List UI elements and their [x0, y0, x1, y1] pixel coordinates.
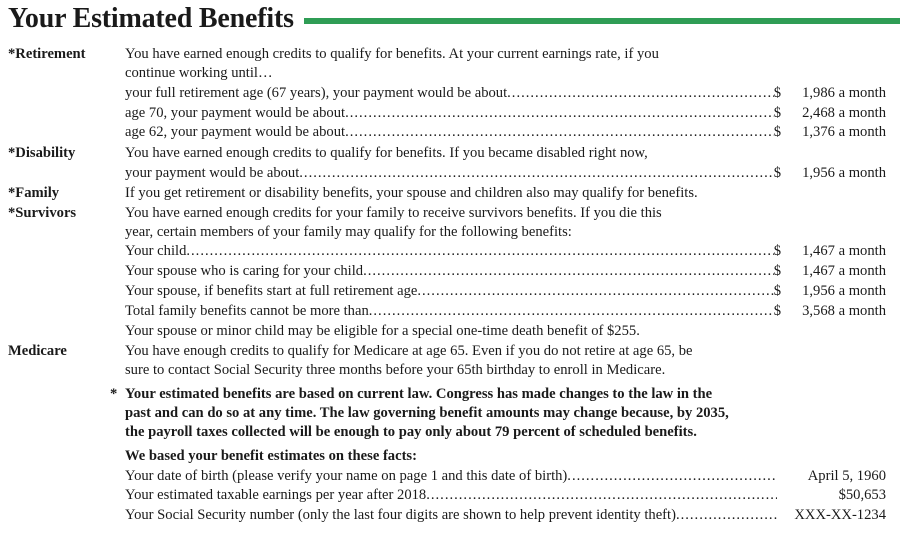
fact-ssn-text: Your Social Security number (only the last four digits are shown to help prevent identity theft) [125, 507, 676, 523]
law-note-row-3 [0, 422, 908, 442]
survivors-child-text: Your child [125, 243, 187, 259]
section-header [8, 0, 900, 38]
survivors-child-amount: 1,467 a month [802, 243, 886, 259]
retirement-age62-amount: 1,376 a month [802, 124, 886, 140]
fact-dob-text: Your date of birth (please verify your name on page 1 and this date of birth) [125, 468, 568, 484]
medicare-row-2 [0, 360, 908, 380]
retirement-intro-row-2 [0, 63, 908, 83]
currency-symbol: $ [773, 85, 781, 101]
dot-leader [186, 241, 773, 261]
dot-leader [345, 103, 774, 123]
family-row [0, 183, 908, 203]
fact-ssn-row [0, 505, 908, 525]
retirement-intro-1: You have earned enough credits to qualify for benefits. At your current earnings rate, if you [125, 46, 659, 62]
medicare-label: Medicare [8, 343, 67, 359]
dot-leader [676, 505, 777, 525]
dot-leader [369, 301, 774, 321]
retirement-age70-text: age 70, your payment would be about [125, 105, 346, 121]
survivors-total-text: Total family benefits cannot be more than [125, 303, 369, 319]
disability-intro-row [0, 143, 908, 163]
survivors-intro-1: You have earned enough credits for your family to receive survivors benefits. If you die this [125, 205, 662, 221]
family-text: If you get retirement or disability benefits, your spouse and children also may qualify for benefits. [125, 185, 698, 201]
facts-heading-row [0, 446, 908, 466]
law-note-row-2 [0, 403, 908, 423]
survivors-label: *Survivors [8, 205, 77, 221]
retirement-intro-row [0, 44, 908, 64]
survivors-spouse-caring-amount: 1,467 a month [802, 263, 886, 279]
retirement-full-age-amount: 1,986 a month [802, 85, 886, 101]
currency-symbol: $ [773, 263, 781, 279]
survivors-intro-2: year, certain members of your family may qualify for the following benefits: [125, 224, 572, 240]
fact-earnings-value: $50,653 [838, 487, 886, 503]
death-benefit-row [0, 321, 908, 341]
page-title: Your Estimated Benefits [8, 3, 294, 34]
currency-symbol: $ [773, 105, 781, 121]
retirement-label: *Retirement [8, 46, 86, 62]
law-note-line-1: Your estimated benefits are based on current law. Congress has made changes to the law in the [125, 386, 713, 402]
dot-leader [567, 466, 777, 486]
retirement-age62-text: age 62, your payment would be about [125, 124, 346, 140]
disability-payment-amount: 1,956 a month [802, 165, 886, 181]
header-rule [304, 18, 900, 24]
survivors-spouse-fra-row [0, 281, 908, 301]
retirement-full-age-row [0, 83, 908, 103]
survivors-spouse-fra-amount: 1,956 a month [802, 283, 886, 299]
disability-intro: You have earned enough credits to qualify for benefits. If you became disabled right now, [125, 145, 648, 161]
retirement-age70-row [0, 103, 908, 123]
facts-heading: We based your benefit estimates on these facts: [125, 448, 417, 464]
death-benefit-text: Your spouse or minor child may be eligible for a special one-time death benefit of $255. [125, 323, 640, 339]
fact-dob-row [0, 466, 908, 486]
dot-leader [363, 261, 774, 281]
disability-label: *Disability [8, 145, 76, 161]
survivors-total-amount: 3,568 a month [802, 303, 886, 319]
survivors-child-row [0, 241, 908, 261]
survivors-intro-row [0, 203, 908, 223]
fact-earnings-row [0, 485, 908, 505]
dot-leader [507, 83, 774, 103]
dot-leader [417, 281, 773, 301]
medicare-line-2: sure to contact Social Security three months before your 65th birthday to enroll in Medicare. [125, 362, 666, 378]
survivors-spouse-caring-text: Your spouse who is caring for your child [125, 263, 364, 279]
dot-leader [345, 122, 774, 142]
currency-symbol: $ [773, 124, 781, 140]
retirement-full-age-text: your full retirement age (67 years), your payment would be about [125, 85, 508, 101]
currency-symbol: $ [773, 283, 781, 299]
fact-earnings-text: Your estimated taxable earnings per year after 2018 [125, 487, 427, 503]
dot-leader [299, 163, 773, 183]
law-note-line-3: the payroll taxes collected will be enough to pay only about 79 percent of scheduled benefits. [125, 424, 697, 440]
law-note-row-1 [0, 384, 908, 404]
law-note-line-2: past and can do so at any time. The law governing benefit amounts may change because, by 2035, [125, 405, 729, 421]
dot-leader [426, 485, 777, 505]
currency-symbol: $ [773, 303, 781, 319]
currency-symbol: $ [773, 165, 781, 181]
survivors-spouse-caring-row [0, 261, 908, 281]
retirement-age62-row [0, 122, 908, 142]
medicare-line-1: You have enough credits to qualify for Medicare at age 65. Even if you do not retire at age 65, be [125, 343, 693, 359]
survivors-intro-row-2 [0, 222, 908, 242]
survivors-total-row [0, 301, 908, 321]
disability-payment-row [0, 163, 908, 183]
medicare-row [0, 341, 908, 361]
currency-symbol: $ [773, 243, 781, 259]
survivors-spouse-fra-text: Your spouse, if benefits start at full retirement age [125, 283, 418, 299]
family-label: *Family [8, 185, 60, 201]
fact-dob-value: April 5, 1960 [807, 468, 886, 484]
fact-ssn-value: XXX-XX-1234 [794, 507, 886, 523]
retirement-age70-amount: 2,468 a month [802, 105, 886, 121]
note-asterisk: * [110, 386, 118, 402]
retirement-intro-2: continue working until… [125, 65, 273, 81]
disability-payment-text: your payment would be about [125, 165, 300, 181]
